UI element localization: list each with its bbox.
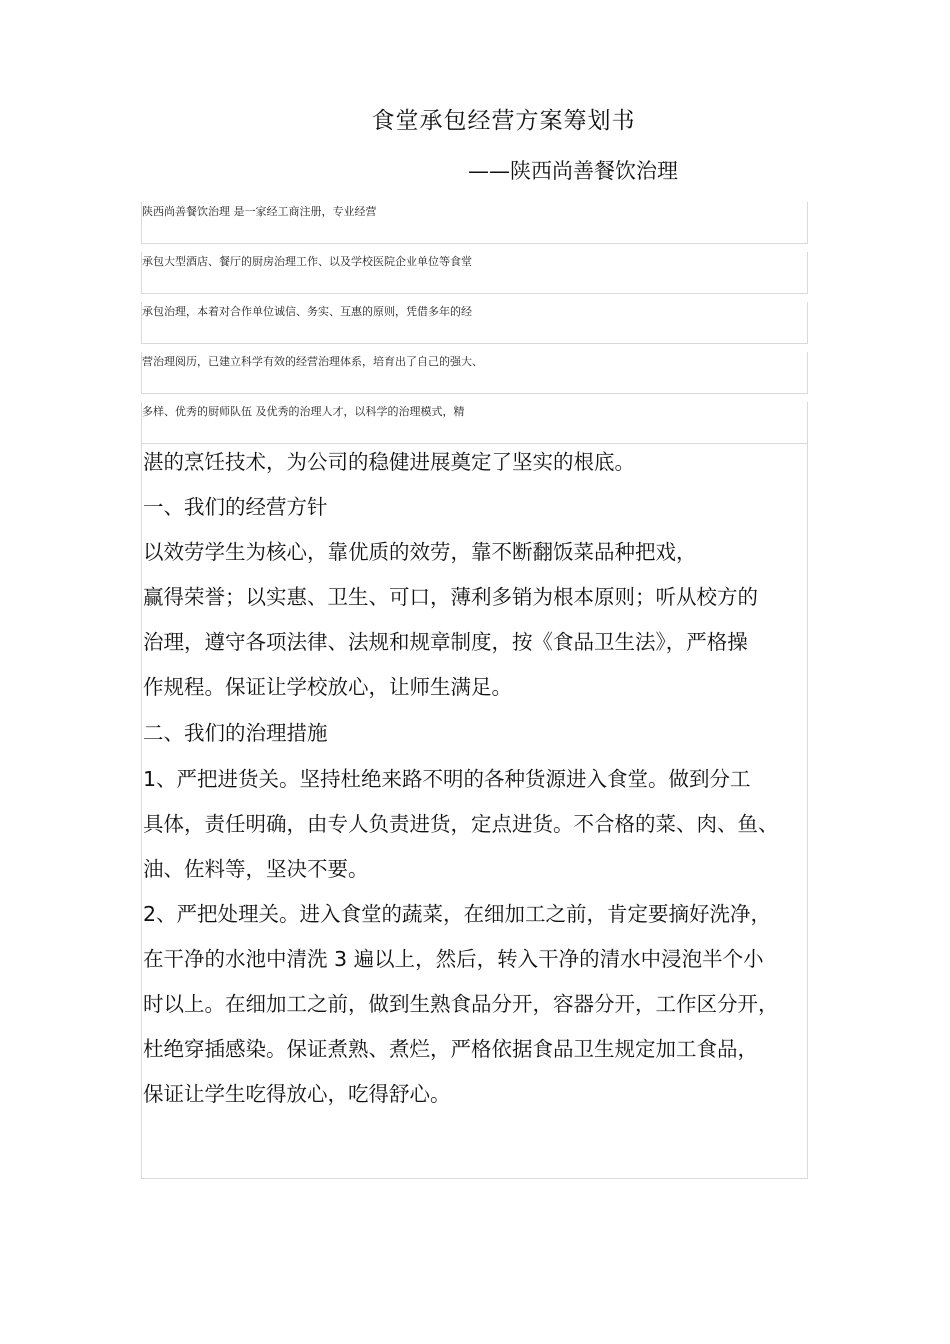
body-line: 以效劳学生为核心，靠优质的效劳，靠不断翻饭菜品种把戏， xyxy=(143,540,697,564)
document-subtitle: ——陕西尚善餐饮治理 xyxy=(468,159,678,183)
intro-line: 承包治理，本着对合作单位诚信、务实、互惠的原则，凭借多年的经 xyxy=(142,305,472,318)
body-line: 保证让学生吃得放心，吃得舒心。 xyxy=(143,1082,451,1106)
intro-box xyxy=(141,402,808,444)
intro-box xyxy=(141,352,808,394)
body-line: 1、严把进货关。坚持杜绝来路不明的各种货源进入食堂。做到分工 xyxy=(143,767,751,791)
body-line: 油、佐料等，坚决不要。 xyxy=(143,857,369,881)
body-line: 杜绝穿插感染。保证煮熟、煮烂，严格依据食品卫生规定加工食品， xyxy=(143,1037,758,1061)
intro-line: 多样、优秀的厨师队伍 及优秀的治理人才，以科学的治理模式，精 xyxy=(142,405,465,418)
intro-box xyxy=(141,302,808,344)
body-line: 作规程。保证让学校放心，让师生满足。 xyxy=(143,675,512,699)
body-line: 治理，遵守各项法律、法规和规章制度，按《食品卫生法》，严格操 xyxy=(143,630,748,654)
body-line: 赢得荣誉；以实惠、卫生、可口，薄利多销为根本原则；听从校方的 xyxy=(143,585,758,609)
intro-line: 营治理阅历，已建立科学有效的经营治理体系，培育出了自己的强大、 xyxy=(142,355,483,368)
document-title: 食堂承包经营方案筹划书 xyxy=(371,108,636,134)
intro-box xyxy=(141,252,808,294)
section-heading-1: 一、我们的经营方针 xyxy=(143,495,328,519)
intro-box xyxy=(141,202,808,244)
body-line: 湛的烹饪技术，为公司的稳健进展奠定了坚实的根底。 xyxy=(143,450,635,474)
body-line: 在干净的水池中清洗 3 遍以上，然后，转入干净的清水中浸泡半个小 xyxy=(143,947,764,971)
body-line: 2、严把处理关。进入食堂的蔬菜，在细加工之前，肯定要摘好洗净， xyxy=(143,902,772,926)
body-line: 具体，责任明确，由专人负责进货，定点进货。不合格的菜、肉、鱼、 xyxy=(143,812,779,836)
section-heading-2: 二、我们的治理措施 xyxy=(143,721,328,745)
intro-line: 承包大型酒店、餐厅的厨房治理工作、以及学校医院企业单位等食堂 xyxy=(142,255,472,268)
body-line: 时以上。在细加工之前，做到生熟食品分开，容器分开，工作区分开， xyxy=(143,992,779,1016)
intro-line: 陕西尚善餐饮治理 是一家经工商注册，专业经营 xyxy=(142,205,377,218)
